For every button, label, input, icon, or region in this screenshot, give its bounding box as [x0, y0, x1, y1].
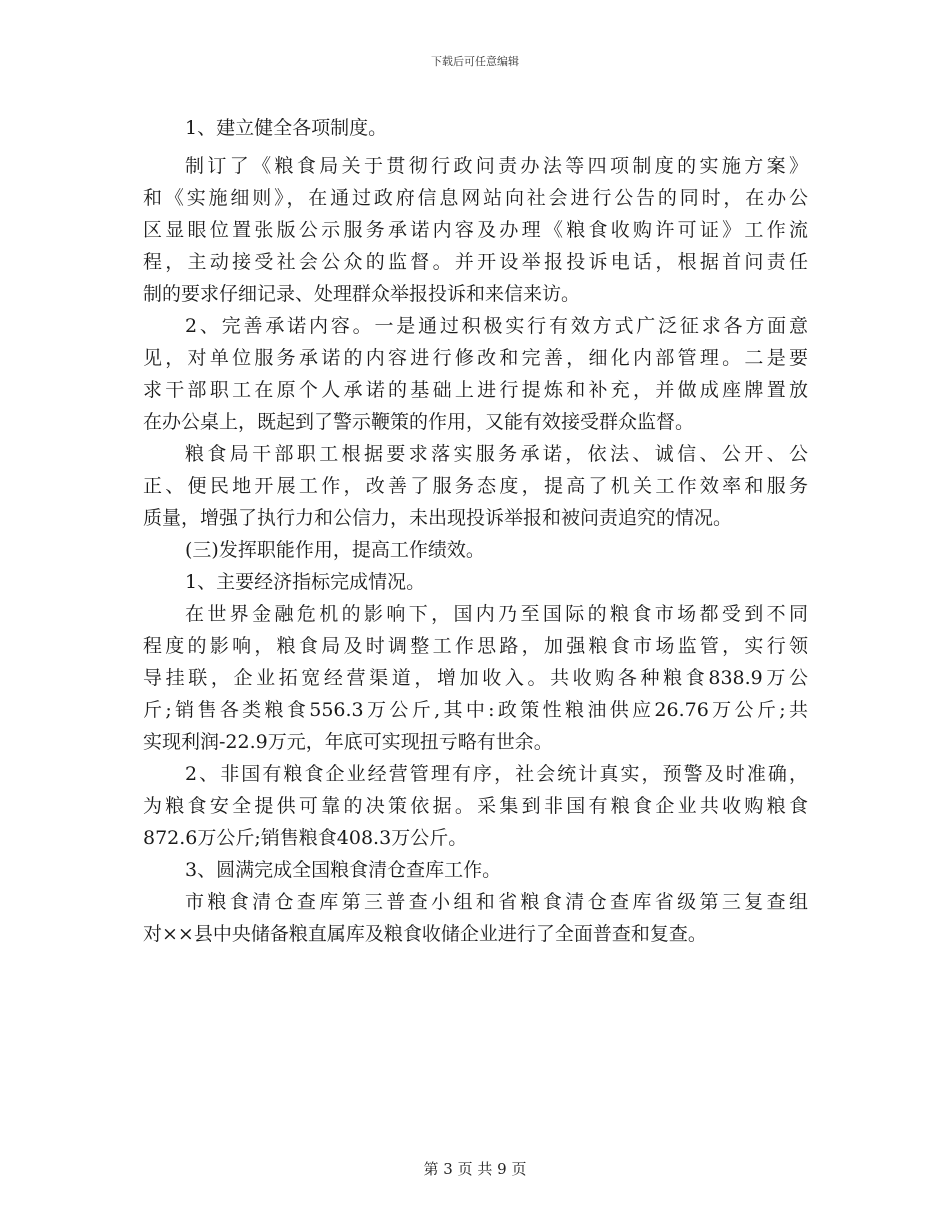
page-header: 下载后可任意编辑 [431, 55, 519, 68]
paragraph-line: 2、完善承诺内容。一是通过积极实行有效方式广泛征求各方面意 [185, 315, 808, 337]
page-number: 第 3 页 共 9 页 [423, 1160, 527, 1178]
paragraph-line: 和《实施细则》，在通过政府信息网站向社会进行公告的同时，在办公 [143, 187, 808, 209]
paragraph-line: 见，对单位服务承诺的内容进行修改和完善，细化内部管理。二是要 [143, 347, 808, 369]
paragraph-line: 2、非国有粮食企业经营管理有序，社会统计真实，预警及时准确， [185, 763, 808, 785]
paragraph-line: 区显眼位置张版公示服务承诺内容及办理《粮食收购许可证》工作流 [143, 219, 808, 241]
paragraph-line: 粮食局干部职工根据要求落实服务承诺，依法、诚信、公开、公 [185, 443, 808, 465]
paragraph-line: 在办公桌上，既起到了警示鞭策的作用，又能有效接受群众监督。 [143, 411, 695, 433]
paragraph-line: 斤;销售各类粮食556.3万公斤,其中:政策性粮油供应26.76万公斤;共 [143, 699, 808, 721]
paragraph-line: 3、圆满完成全国粮食清仓查库工作。 [185, 859, 502, 881]
section-heading: (三)发挥职能作用，提高工作绩效。 [185, 539, 485, 561]
paragraph-line: 求干部职工在原个人承诺的基础上进行提炼和补充，并做成座牌置放 [143, 379, 808, 401]
paragraph-line: 1、建立健全各项制度。 [185, 117, 388, 139]
paragraph-line: 导挂联，企业拓宽经营渠道，增加收入。共收购各种粮食838.9万公 [143, 667, 808, 689]
paragraph-line: 对××县中央储备粮直属库及粮食收储企业进行了全面普查和复查。 [143, 923, 707, 945]
paragraph-line: 制订了《粮食局关于贯彻行政问责办法等四项制度的实施方案》 [185, 155, 808, 177]
paragraph-line: 正、便民地开展工作，改善了服务态度，提高了机关工作效率和服务 [143, 475, 808, 497]
paragraph-line: 实现利润-22.9万元，年底可实现扭亏略有世余。 [143, 731, 553, 753]
paragraph-line: 872.6万公斤;销售粮食408.3万公斤。 [143, 827, 468, 849]
paragraph-line: 程度的影响，粮食局及时调整工作思路，加强粮食市场监管，实行领 [143, 635, 808, 657]
paragraph-line: 程，主动接受社会公众的监督。并开设举报投诉电话，根据首问责任 [143, 251, 808, 273]
paragraph-line: 在世界金融危机的影响下，国内乃至国际的粮食市场都受到不同 [185, 603, 808, 625]
paragraph-line: 为粮食安全提供可靠的决策依据。采集到非国有粮食企业共收购粮食 [143, 795, 808, 817]
document-body [143, 112, 808, 950]
paragraph-line: 质量，增强了执行力和公信力，未出现投诉举报和被问责追究的情况。 [143, 507, 733, 529]
paragraph-line: 制的要求仔细记录、处理群众举报投诉和来信来访。 [143, 283, 581, 305]
paragraph-line: 市粮食清仓查库第三普查小组和省粮食清仓查库省级第三复查组 [185, 891, 808, 913]
paragraph-line: 1、主要经济指标完成情况。 [185, 571, 426, 593]
